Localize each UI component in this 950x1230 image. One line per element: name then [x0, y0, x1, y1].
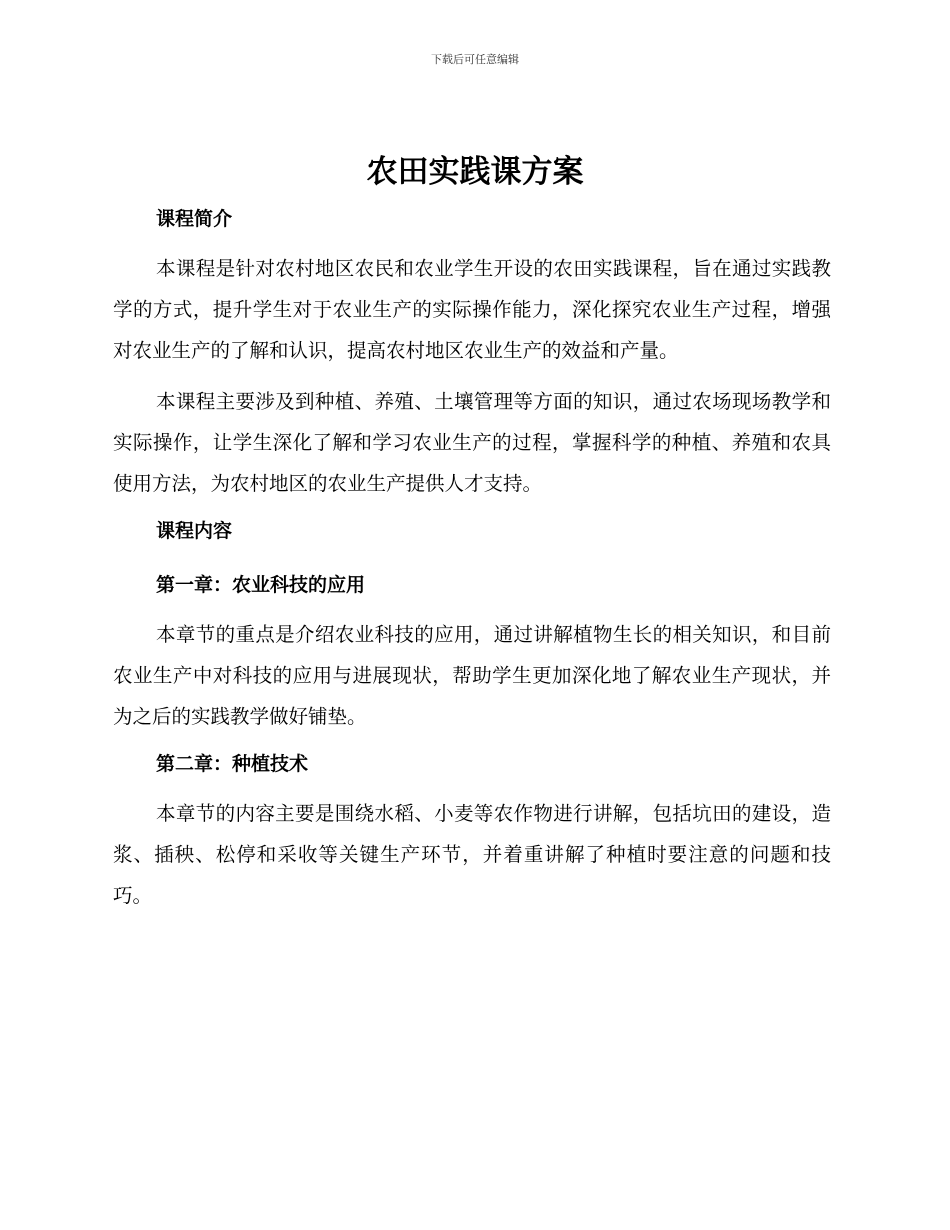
intro-paragraph-2: 本课程主要涉及到种植、养殖、土壤管理等方面的知识，通过农场现场教学和实际操作，让学生深化了解和学习农业生产的过程，掌握科学的种植、养殖和农具使用方法，为农村地区的农业生产提供人才支持。	[113, 390, 831, 495]
section-heading-content: 课程内容	[156, 520, 233, 542]
chapter-2-paragraph: 本章节的内容主要是围绕水稻、小麦等农作物进行讲解，包括坑田的建设，造浆、插秧、松停和采收等关键生产环节，并着重讲解了种植时要注意的问题和技巧。	[113, 802, 831, 907]
chapter-2-heading: 第二章：种植技术	[156, 753, 309, 775]
intro-paragraph-1: 本课程是针对农村地区农民和农业学生开设的农田实践课程，旨在通过实践教学的方式，提升学生对于农业生产的实际操作能力，深化探究农业生产过程，增强对农业生产的了解和认识，提高农村地区农业生产的效益和产量。	[113, 257, 831, 362]
document-title: 农田实践课方案	[366, 154, 584, 190]
page-header-note: 下载后可任意编辑	[431, 53, 519, 66]
chapter-1-paragraph: 本章节的重点是介绍农业科技的应用，通过讲解植物生长的相关知识，和目前农业生产中对科技的应用与进展现状，帮助学生更加深化地了解农业生产现状，并为之后的实践教学做好铺垫。	[113, 623, 831, 728]
chapter-1-heading: 第一章：农业科技的应用	[156, 574, 366, 596]
document-body	[113, 204, 831, 916]
section-heading-intro: 课程简介	[156, 208, 233, 230]
